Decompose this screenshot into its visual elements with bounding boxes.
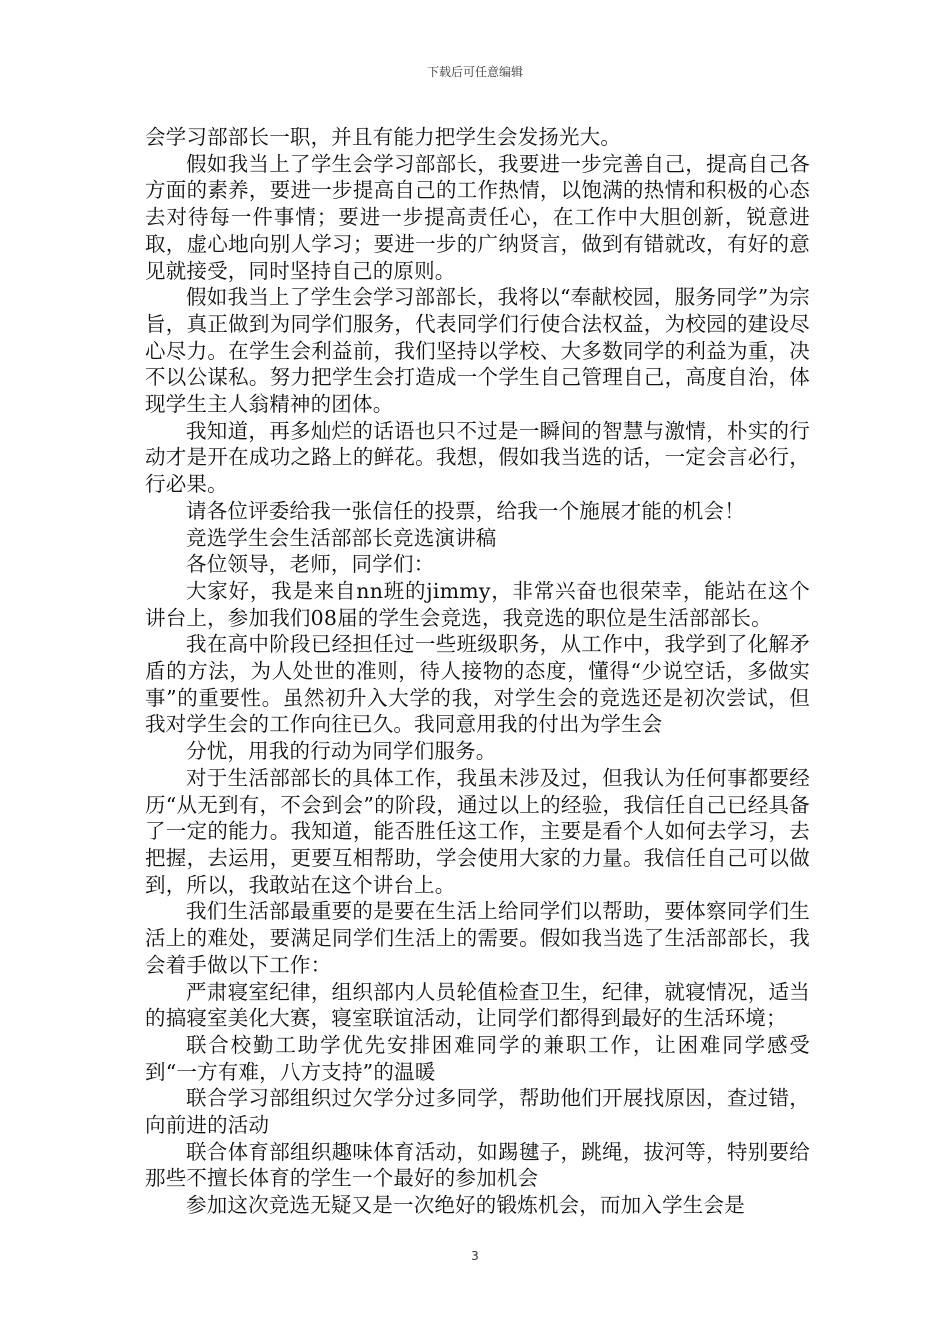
paragraph: 假如我当上了学生会学习部部长，我将以“奉献校园，服务同学”为宗旨，真正做到为同学们服务，代表同学们行使合法权益，为校园的建设尽心尽力。在学生会利益前，我们坚持以学校、大多数同学的利益为重，决不以公谋私。努力把学生会打造成一个学生自己管理自己，高度自治，体现学生主人翁精神的团体。 [145,285,810,417]
paragraph: 分忧，用我的行动为同学们服务。 [186,739,497,764]
paragraph: 假如我当上了学生会学习部部长，我要进一步完善自己，提高自己各方面的素养，要进一步提高自己的工作热情，以饱满的热情和积极的心态去对待每一件事情；要进一步提高责任心，在工作中大胆创新，锐意进取，虚心地向别人学习；要进一步的广纳贤言，做到有错就改，有好的意见就接受，同时坚持自己的原则。 [145,151,810,283]
paragraph: 对于生活部部长的具体工作，我虽未涉及过，但我认为任何事都要经历“从无到有，不会到会”的阶段，通过以上的经验，我信任自己已经具备了一定的能力。我知道，能否胜任这工作，主要是看个人如何去学习，去把握，去运用，更要互相帮助，学会使用大家的力量。我信任自己可以做到，所以，我敢站在这个讲台上。 [145,765,810,897]
paragraph: 我知道，再多灿烂的话语也只不过是一瞬间的智慧与激情，朴实的行动才是开在成功之路上的鲜花。我想，假如我当选的话，一定会言必行，行必果。 [145,418,810,497]
paragraph: 联合学习部组织过欠学分过多同学，帮助他们开展找原因，查过错，向前进的活动 [145,1086,810,1138]
paragraph: 严肃寝室纪律，组织部内人员轮值检查卫生，纪律，就寝情况，适当的搞寝室美化大赛，寝室联谊活动，让同学们都得到最好的生活环境； [145,979,810,1031]
paragraph: 联合体育部组织趣味体育活动，如踢毽子，跳绳，拔河等，特别要给那些不擅长体育的学生一个最好的参加机会 [145,1139,810,1191]
paragraph: 我们生活部最重要的是要在生活上给同学们以帮助，要体察同学们生活上的难处，要满足同学们生活上的需要。假如我当选了生活部部长，我会着手做以下工作： [145,899,810,977]
document-body [145,124,810,1219]
page-number: 3 [471,1249,479,1263]
salutation: 各位领导，老师，同学们： [186,552,435,577]
section-title: 竞选学生会生活部部长竞选演讲稿 [186,525,497,550]
paragraph: 我在高中阶段已经担任过一些班级职务，从工作中，我学到了化解矛盾的方法，为人处世的准则，待人接物的态度，懂得“少说空话，多做实事”的重要性。虽然初升入大学的我，对学生会的竞选还是初次尝试，但我对学生会的工作向往已久。我同意用我的付出为学生会 [145,632,810,737]
paragraph: 会学习部部长一职，并且有能力把学生会发扬光大。 [145,125,622,149]
page-header: 下载后可任意编辑 [426,65,523,79]
paragraph: 参加这次竞选无疑又是一次绝好的锻炼机会，而加入学生会是 [186,1193,745,1218]
paragraph: 大家好，我是来自nn班的jimmy，非常兴奋也很荣幸，能站在这个讲台上，参加我们08届的学生会竞选，我竞选的职位是生活部部长。 [145,578,810,630]
paragraph: 请各位评委给我一张信任的投票，给我一个施展才能的机会！ [186,498,745,523]
paragraph: 联合校勤工助学优先安排困难同学的兼职工作，让困难同学感受到“一方有难，八方支持”的温暖 [145,1032,810,1084]
